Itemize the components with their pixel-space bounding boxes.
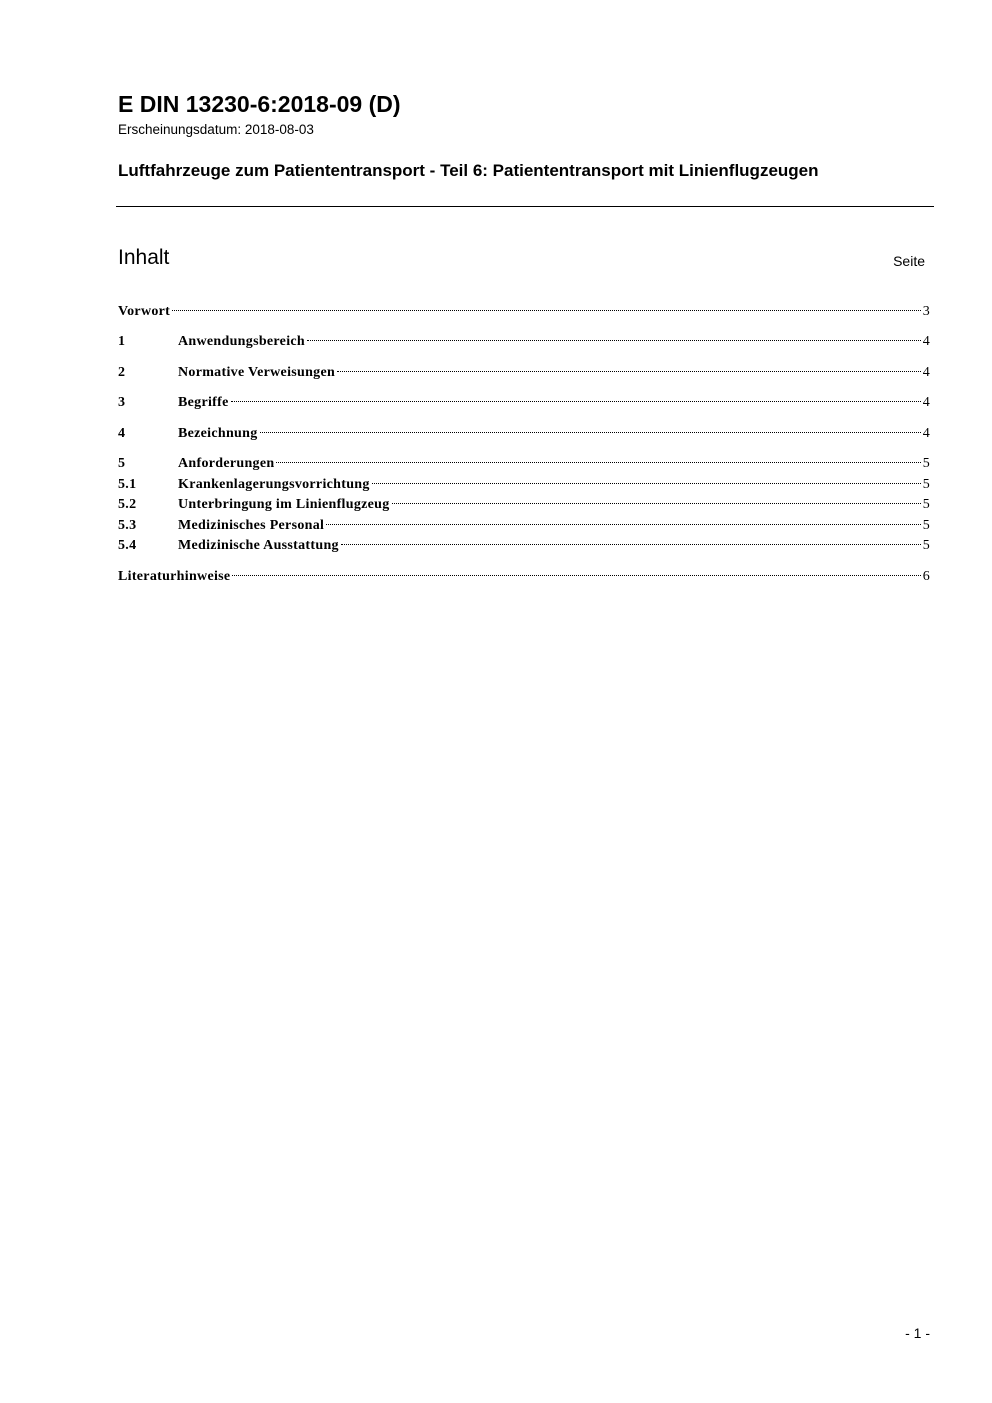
toc-entry-page: 6 bbox=[922, 569, 930, 584]
toc-entry-title: Krankenlagerungsvorrichtung bbox=[178, 477, 370, 492]
toc-entry-title: Bezeichnung bbox=[178, 426, 258, 441]
toc-entry-page: 3 bbox=[922, 304, 930, 319]
toc-entry-number: 5.4 bbox=[118, 538, 137, 553]
toc-entry-page: 5 bbox=[922, 477, 930, 492]
toc-dot-leader bbox=[372, 483, 921, 484]
toc-entry-page: 5 bbox=[922, 456, 930, 471]
toc-entry-number: 5.1 bbox=[118, 477, 137, 492]
toc-dot-leader bbox=[232, 575, 920, 576]
toc-dot-leader bbox=[172, 310, 921, 311]
toc-entry-4[interactable] bbox=[118, 424, 930, 444]
toc-entry-page: 4 bbox=[922, 365, 930, 380]
publication-date: Erscheinungsdatum: 2018-08-03 bbox=[118, 122, 314, 137]
toc-entry-page: 5 bbox=[922, 497, 930, 512]
toc-entry-page: 4 bbox=[922, 395, 930, 410]
toc-entry-number: 3 bbox=[118, 395, 126, 410]
toc-entry-title: Medizinisches Personal bbox=[178, 518, 325, 533]
toc-entry-2[interactable] bbox=[118, 363, 930, 383]
page-number: - 1 - bbox=[905, 1325, 930, 1341]
document-subtitle: Luftfahrzeuge zum Patiententransport - Teil 6: Patiententransport mit Linienflugzeugen bbox=[118, 161, 819, 180]
toc-heading: Inhalt bbox=[118, 246, 170, 269]
toc-entry-title: Literaturhinweise bbox=[118, 569, 231, 584]
toc-dot-leader bbox=[231, 401, 921, 402]
toc-dot-leader bbox=[341, 544, 921, 545]
toc-entry-number: 5 bbox=[118, 456, 126, 471]
toc-entry-3[interactable] bbox=[118, 393, 930, 413]
toc-entry-title: Anforderungen bbox=[178, 456, 275, 471]
toc-entry-page: 5 bbox=[922, 518, 930, 533]
toc-dot-leader bbox=[260, 432, 921, 433]
toc-dot-leader bbox=[307, 340, 921, 341]
toc-page-column-label: Seite bbox=[893, 253, 925, 269]
toc-entry-page: 5 bbox=[922, 538, 930, 553]
toc-entry-page: 4 bbox=[922, 334, 930, 349]
toc-entry-5[interactable] bbox=[118, 454, 930, 474]
document-title: E DIN 13230-6:2018-09 (D) bbox=[118, 91, 401, 117]
toc-entry-title: Begriffe bbox=[178, 395, 229, 410]
toc-entry-number: 4 bbox=[118, 426, 126, 441]
toc-entry-title: Normative Verweisungen bbox=[178, 365, 336, 380]
toc-entry-number: 5.2 bbox=[118, 497, 137, 512]
toc-entry-5-3[interactable] bbox=[118, 516, 930, 536]
toc-dot-leader bbox=[392, 503, 921, 504]
toc-entry-title: Anwendungsbereich bbox=[178, 334, 305, 349]
toc-entry-5-1[interactable] bbox=[118, 475, 930, 495]
toc-entry-5-4[interactable] bbox=[118, 536, 930, 556]
toc-entry-title: Unterbringung im Linienflugzeug bbox=[178, 497, 390, 512]
toc-entry-1[interactable] bbox=[118, 332, 930, 352]
toc-entry-title: Medizinische Ausstattung bbox=[178, 538, 339, 553]
header-divider bbox=[116, 206, 934, 207]
toc-dot-leader bbox=[276, 462, 920, 463]
toc-entry-number: 5.3 bbox=[118, 518, 137, 533]
toc-entry-vorwort[interactable] bbox=[118, 302, 930, 322]
toc-entry-title: Vorwort bbox=[118, 304, 171, 319]
toc-dot-leader bbox=[337, 371, 921, 372]
toc-entry-literaturhinweise[interactable] bbox=[118, 567, 930, 587]
toc-dot-leader bbox=[326, 524, 920, 525]
toc-entry-number: 1 bbox=[118, 334, 126, 349]
toc-entry-number: 2 bbox=[118, 365, 126, 380]
toc-entry-page: 4 bbox=[922, 426, 930, 441]
toc-entry-5-2[interactable] bbox=[118, 495, 930, 515]
